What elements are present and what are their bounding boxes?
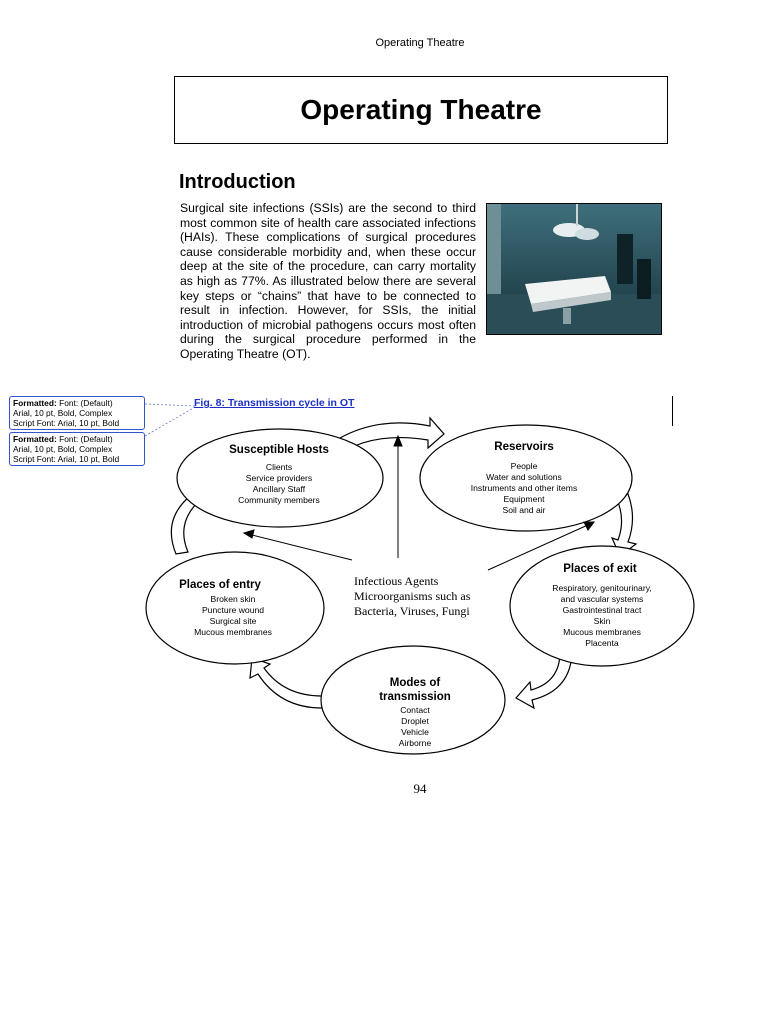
node-item: Clients [265, 462, 293, 472]
node-item: Instruments and other items [470, 483, 578, 493]
comment-text: Arial, 10 pt, Bold, Complex [13, 408, 113, 418]
node-title: transmission [379, 691, 451, 703]
node-item: Ancillary Staff [252, 484, 306, 494]
comment-text: Font: (Default) [59, 434, 113, 444]
node-item: Water and solutions [486, 472, 562, 482]
node-item: Equipment [503, 494, 545, 504]
comment-text: Arial, 10 pt, Bold, Complex [13, 444, 113, 454]
figure-caption: Fig. 8: Transmission cycle in OT [194, 397, 355, 409]
comment-text: Font: (Default) [59, 398, 113, 408]
node-item: Service providers [245, 473, 313, 483]
node-item: Soil and air [502, 505, 546, 515]
node-item: Puncture wound [201, 605, 265, 615]
node-item: Vehicle [401, 727, 429, 737]
transmission-cycle-diagram [140, 410, 700, 770]
operating-room-photo-icon [487, 204, 661, 334]
node-title: Susceptible Hosts [229, 444, 329, 456]
center-infectious-agents [354, 574, 471, 618]
formatting-comment-1[interactable] [9, 396, 145, 430]
node-item: People [510, 461, 538, 471]
comment-label: Formatted: [13, 398, 57, 408]
comment-text: Script Font: Arial, 10 pt, Bold [13, 418, 120, 428]
node-item: and vascular systems [560, 594, 644, 604]
intro-paragraph: Surgical site infections (SSIs) are the second to third most common site of health care associated infections (HAIs). These complications of surgical procedures cause considerable morbidity and, when these occur deep at the site of the procedure, can carry mortality as high as 77%. As illustrated below there are several key steps or “chains” that have to be connected to result in infection. However, for SSIs, the initial introduction of microbial pathogens occurs most often during the surgical procedure performed in the Operating Theatre (OT). [180, 201, 476, 361]
arrow-modes-to-entry [250, 658, 322, 708]
comment-label: Formatted: [13, 434, 57, 444]
center-line: Infectious Agents [354, 574, 439, 588]
node-item: Respiratory, genitourinary, [552, 583, 652, 593]
node-item: Skin [593, 616, 611, 626]
node-title: Reservoirs [494, 441, 554, 453]
node-item: Droplet [401, 716, 429, 726]
intro-paragraph-block [180, 201, 662, 362]
node-item: Placenta [585, 638, 619, 648]
node-item: Gastrointestinal tract [562, 605, 642, 615]
node-title: Places of exit [563, 563, 637, 575]
page-number: 94 [413, 781, 427, 796]
node-title: Modes of [389, 677, 441, 689]
node-item: Community members [238, 495, 320, 505]
node-item: Mucous membranes [194, 627, 272, 637]
node-item: Contact [400, 705, 430, 715]
center-line: Bacteria, Viruses, Fungi [354, 604, 470, 618]
node-item: Mucous membranes [563, 627, 641, 637]
center-line: Microorganisms such as [354, 589, 471, 603]
node-item: Broken skin [210, 594, 256, 604]
node-title: Places of entry [179, 579, 261, 591]
node-item: Airborne [398, 738, 432, 748]
formatting-comment-2[interactable] [9, 432, 145, 466]
running-header: Operating Theatre [375, 37, 465, 49]
page-title: Operating Theatre [174, 76, 668, 144]
node-item: Surgical site [209, 616, 257, 626]
section-heading: Introduction [179, 171, 296, 193]
operating-room-photo [486, 203, 662, 335]
comment-text: Script Font: Arial, 10 pt, Bold [13, 454, 120, 464]
